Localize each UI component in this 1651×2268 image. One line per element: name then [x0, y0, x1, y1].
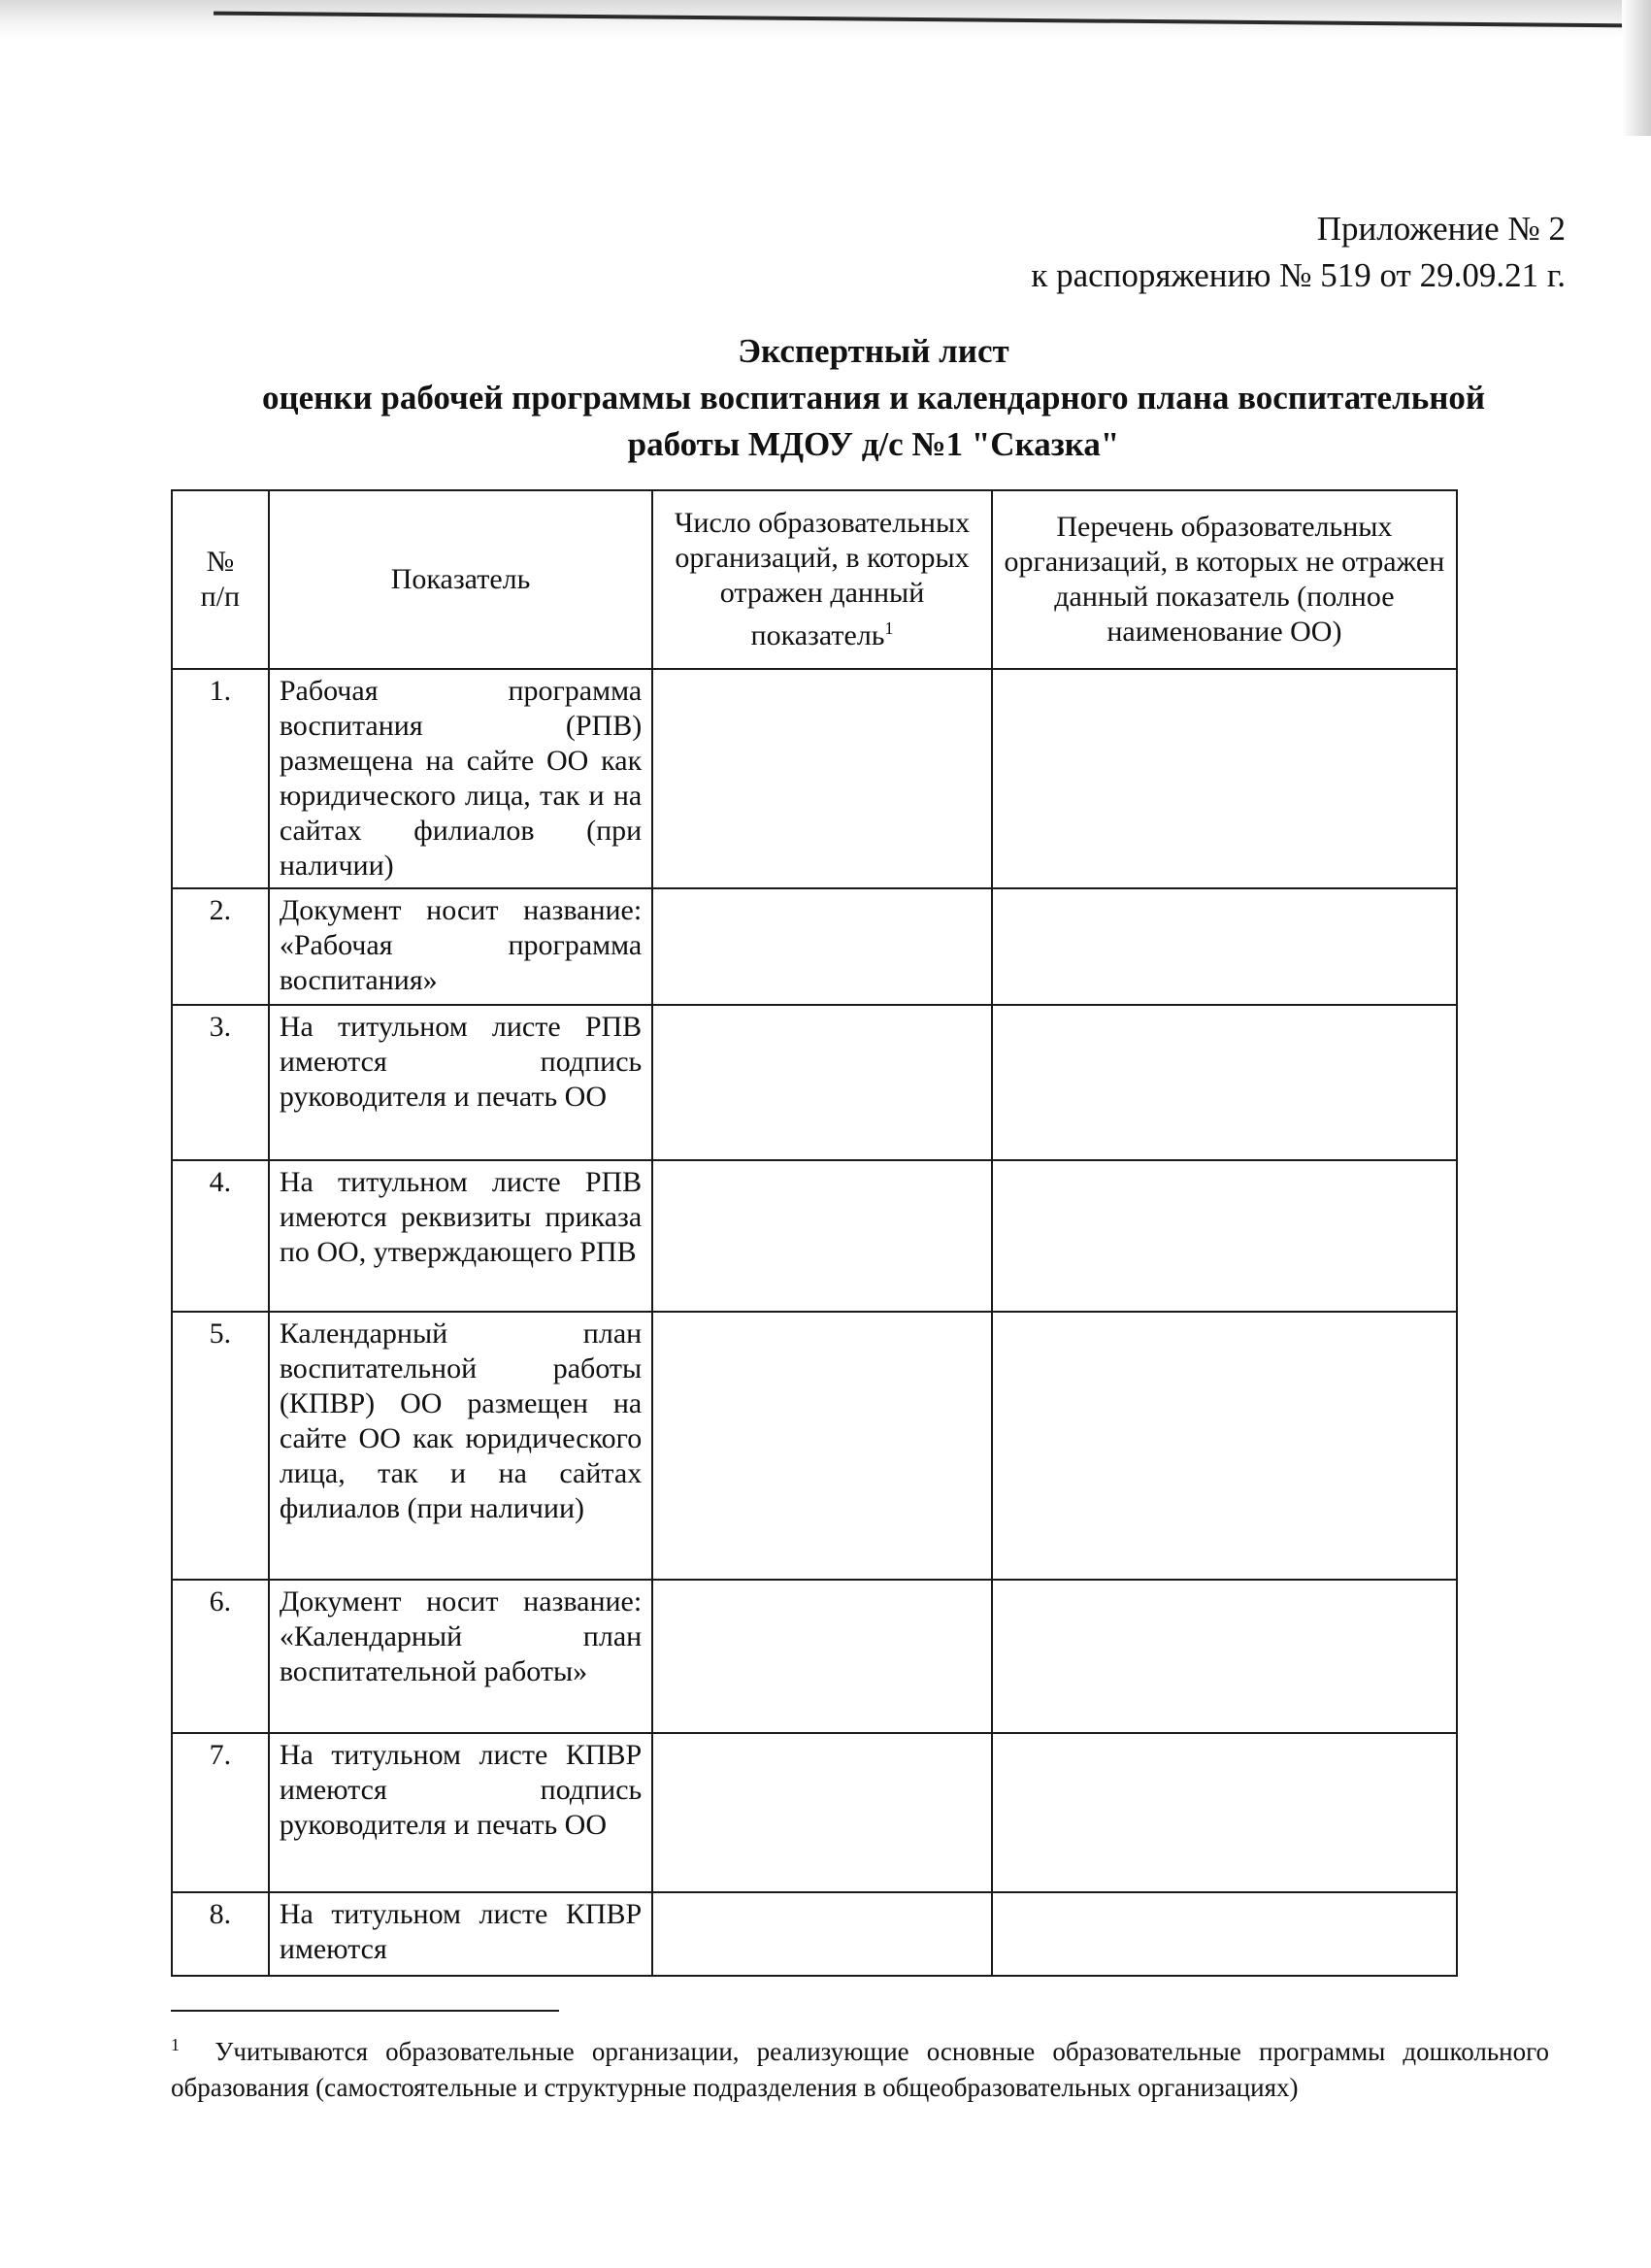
row-list-cell — [992, 1580, 1457, 1733]
title-line-3: работы МДОУ д/с №1 "Сказка" — [627, 425, 1120, 463]
row-number: 7. — [172, 1733, 269, 1892]
title-line-1: Экспертный лист — [738, 332, 1009, 370]
scan-right-edge — [1622, 0, 1651, 136]
row-indicator: Календарный план воспитательной работы (КПВР) ОО размещен на сайте ОО как юридического лица, так и на сайтах филиалов (при наличии) — [269, 1312, 652, 1580]
row-indicator: Рабочая программа воспитания (РПВ) размещена на сайте ОО как юридического лица, так и на сайтах филиалов (при наличии) — [269, 669, 652, 888]
table-header-row — [172, 490, 1457, 669]
table-row — [172, 1580, 1457, 1733]
table-row — [172, 888, 1457, 1005]
row-count-cell — [652, 1005, 992, 1160]
row-number: 4. — [172, 1160, 269, 1312]
row-count-cell — [652, 1733, 992, 1892]
row-number: 6. — [172, 1580, 269, 1733]
table-row — [172, 1312, 1457, 1580]
row-count-cell — [652, 669, 992, 888]
appendix-reference — [1031, 206, 1566, 299]
row-list-cell — [992, 1005, 1457, 1160]
row-list-cell — [992, 1733, 1457, 1892]
table-row — [172, 1160, 1457, 1312]
row-number: 3. — [172, 1005, 269, 1160]
title-line-2: оценки рабочей программы воспитания и календарного плана воспитательной — [261, 379, 1486, 417]
expert-sheet-table — [171, 489, 1458, 1977]
table-row — [172, 669, 1457, 888]
footnote-ref: 1 — [884, 618, 894, 638]
row-indicator: На титульном листе КПВР имеются подпись руководителя и печать ОО — [269, 1733, 652, 1892]
table-row — [172, 1005, 1457, 1160]
row-count-cell — [652, 1160, 992, 1312]
footnote-mark: 1 — [171, 2035, 180, 2054]
header-indicator: Показатель — [269, 490, 652, 669]
footnote-text: Учитываются образовательные организации, реализующие основные образовательные программы дошкольного образования (самостоятельные и структурные подразделения в общеобразовательных организациях) — [171, 2037, 1549, 2102]
footnote — [171, 2027, 1549, 2106]
appendix-order: к распоряжению № 519 от 29.09.21 г. — [1031, 256, 1566, 294]
row-list-cell — [992, 1312, 1457, 1580]
appendix-number: Приложение № 2 — [1316, 210, 1566, 248]
row-number: 1. — [172, 669, 269, 888]
row-list-cell — [992, 669, 1457, 888]
row-count-cell — [652, 1312, 992, 1580]
footnote-divider — [171, 2010, 559, 2012]
header-list: Перечень образовательных организаций, в которых не отражен данный показатель (полное наименование ОО) — [992, 490, 1457, 669]
row-list-cell — [992, 1892, 1457, 1976]
row-indicator: На титульном листе РПВ имеются подпись руководителя и печать ОО — [269, 1005, 652, 1160]
header-number: № п/п — [172, 490, 269, 669]
document-title — [175, 328, 1572, 468]
row-count-cell — [652, 1580, 992, 1733]
header-count: Число образовательных организаций, в которых отражен данный показатель$^1$ — [652, 490, 992, 669]
row-indicator: На титульном листе РПВ имеются реквизиты приказа по ОО, утверждающего РПВ — [269, 1160, 652, 1312]
row-list-cell — [992, 888, 1457, 1005]
row-count-cell — [652, 1892, 992, 1976]
row-number: 5. — [172, 1312, 269, 1580]
row-indicator: Документ носит название: «Календарный план воспитательной работы» — [269, 1580, 652, 1733]
row-number: 2. — [172, 888, 269, 1005]
row-list-cell — [992, 1160, 1457, 1312]
row-indicator: Документ носит название: «Рабочая программа воспитания» — [269, 888, 652, 1005]
row-count-cell — [652, 888, 992, 1005]
row-number: 8. — [172, 1892, 269, 1976]
table-row — [172, 1733, 1457, 1892]
table-row — [172, 1892, 1457, 1976]
row-indicator: На титульном листе КПВР имеются — [269, 1892, 652, 1976]
